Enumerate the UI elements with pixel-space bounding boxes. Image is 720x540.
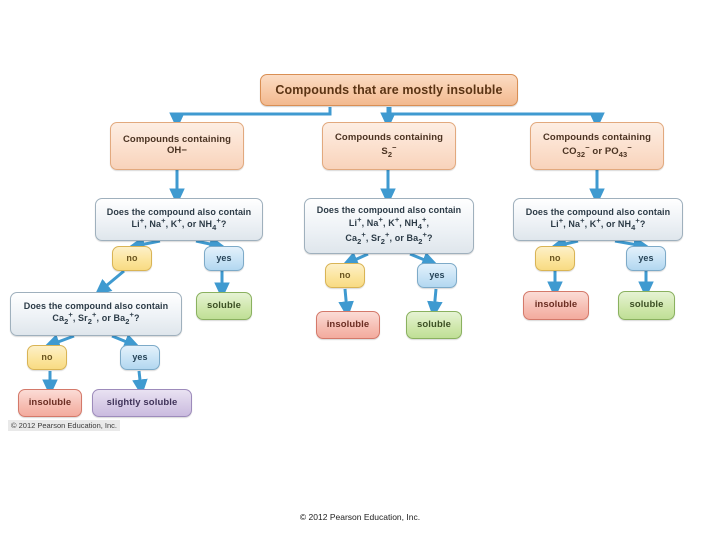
result-right-soluble (618, 291, 675, 320)
answer-left-2-yes-label: yes (132, 352, 148, 363)
category-carbonate-phosphate-line2: $CO_{32}^-$ or $PO_{43}^-$ (562, 142, 632, 159)
result-right-insoluble-label: insoluble (534, 299, 578, 311)
question-left-2-line2: $Ca_2^+$, $Sr_2^+$, or $Ba_2^+$? (52, 310, 140, 327)
inline-copyright: © 2012 Pearson Education, Inc. (8, 420, 120, 431)
question-middle-line2: Li+, Na+, K+, $NH_4^+$, (348, 214, 430, 231)
result-left-slightly-soluble-label: slightly soluble (106, 396, 178, 408)
answer-right-yes-label: yes (638, 253, 654, 264)
result-middle-insoluble (316, 311, 380, 339)
slide-copyright: © 2012 Pearson Education, Inc. (299, 512, 421, 522)
result-left-insoluble-label: insoluble (28, 396, 72, 408)
answer-middle-yes-label: yes (429, 270, 445, 281)
question-right-line2: Li+, Na+, K+, or $NH_4^+$? (550, 215, 646, 232)
question-left-1-line1: Does the compound also contain (106, 206, 252, 217)
answer-left-1-no-label: no (126, 253, 138, 264)
question-left-2-line1: Does the compound also contain (23, 301, 169, 312)
question-middle-line1: Does the compound also contain (316, 205, 462, 216)
category-hydroxide (110, 122, 244, 170)
answer-middle-no (325, 263, 365, 288)
question-left-1 (95, 198, 263, 241)
result-left-insoluble (18, 389, 82, 417)
result-left-soluble-label: soluble (207, 299, 241, 311)
question-left-1-line2: Li+, Na+, K+, or $NH_4^+$? (131, 215, 227, 232)
result-left-slightly-soluble (92, 389, 192, 417)
flowchart-title-text: Compounds that are mostly insoluble (275, 82, 503, 97)
result-left-soluble (196, 292, 252, 320)
result-middle-soluble (406, 311, 462, 339)
flowchart-title (260, 74, 518, 106)
category-sulfide-line1: Compounds containing (334, 131, 444, 143)
category-carbonate-phosphate (530, 122, 664, 170)
answer-left-1-yes (204, 246, 244, 271)
answer-middle-yes (417, 263, 457, 288)
answer-right-yes (626, 246, 666, 271)
question-middle-line3: $Ca_2^+$, $Sr_2^+$, or $Ba_2^+$? (345, 230, 433, 246)
category-hydroxide-line1: Compounds containing (122, 134, 232, 146)
result-right-soluble-label: soluble (629, 299, 664, 311)
answer-left-1-no (112, 246, 152, 271)
question-left-2 (10, 292, 182, 336)
answer-middle-no-label: no (339, 270, 351, 281)
question-right (513, 198, 683, 241)
category-carbonate-phosphate-line1: Compounds containing (542, 131, 652, 143)
question-middle (304, 198, 474, 254)
answer-left-2-no (27, 345, 67, 370)
category-sulfide-line2: $S_2^-$ (381, 142, 397, 159)
result-middle-soluble-label: soluble (417, 318, 451, 330)
result-right-insoluble (523, 291, 589, 320)
category-sulfide (322, 122, 456, 170)
answer-left-2-no-label: no (41, 352, 53, 363)
result-middle-insoluble-label: insoluble (326, 318, 370, 330)
answer-left-1-yes-label: yes (216, 253, 232, 264)
category-hydroxide-line2: OH− (166, 145, 188, 156)
answer-right-no-label: no (549, 253, 561, 264)
answer-left-2-yes (120, 345, 160, 370)
question-right-line1: Does the compound also contain (525, 206, 671, 217)
answer-right-no (535, 246, 575, 271)
